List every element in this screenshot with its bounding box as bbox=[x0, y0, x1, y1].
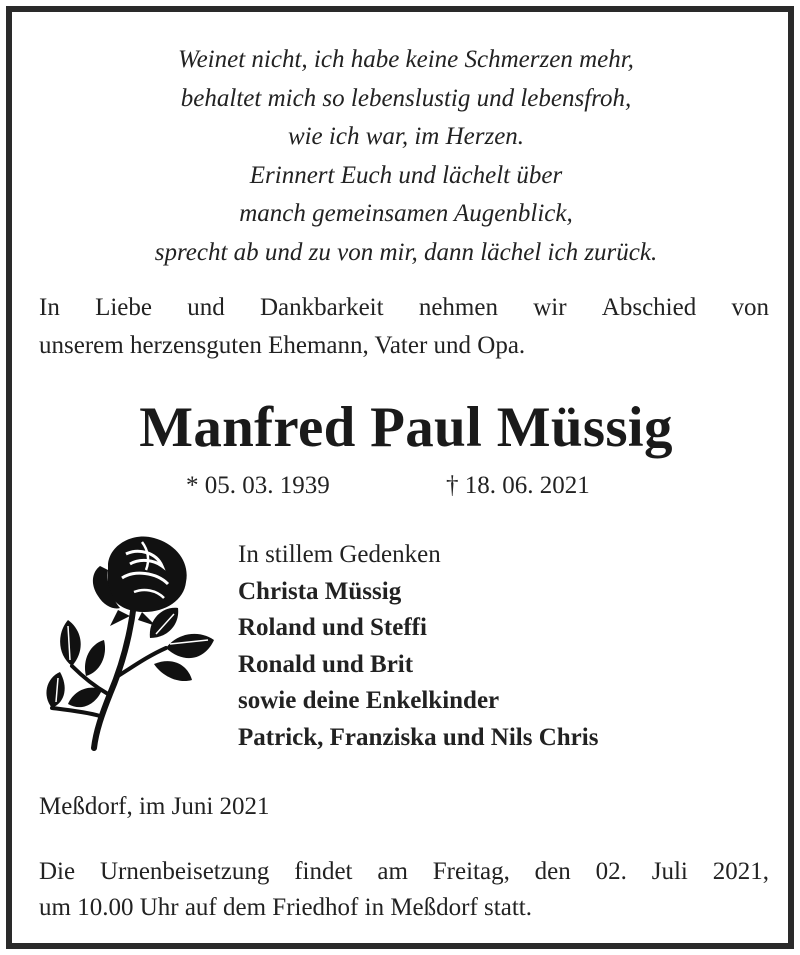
poem-line: wie ich war, im Herzen. bbox=[287, 123, 525, 151]
intro-word: In bbox=[39, 294, 60, 321]
mourners-heading: In stillem Gedenken bbox=[238, 541, 441, 568]
mourner-name: Ronald und Brit bbox=[238, 650, 414, 678]
mourner-name: sowie deine Enkelkinder bbox=[238, 687, 500, 715]
intro-word: nehmen bbox=[418, 294, 498, 321]
mourner-name: Christa Müssig bbox=[238, 577, 402, 605]
burial-word: findet bbox=[294, 858, 353, 885]
mourner-name: Patrick, Franziska und Nils Chris bbox=[238, 723, 599, 751]
poem-line: manch gemeinsamen Augenblick, bbox=[239, 200, 573, 228]
obituary-frame bbox=[6, 6, 794, 949]
deceased-name: Manfred Paul Müssig bbox=[139, 396, 673, 459]
mourner-name: Roland und Steffi bbox=[238, 614, 427, 642]
burial-line bbox=[39, 854, 769, 890]
intro-word: Abschied bbox=[601, 294, 697, 321]
burial-word: den bbox=[534, 858, 571, 885]
intro-word: von bbox=[731, 294, 769, 321]
intro-word: wir bbox=[533, 294, 567, 321]
poem-line: behaltet mich so lebenslustig und lebensfroh, bbox=[180, 84, 632, 112]
burial-line: um 10.00 Uhr auf dem Friedhof in Meßdorf statt. bbox=[39, 894, 532, 921]
rose-icon bbox=[38, 526, 220, 756]
poem-line: sprecht ab und zu von mir, dann lächel ich zurück. bbox=[154, 238, 658, 266]
place-date: Meßdorf, im Juni 2021 bbox=[39, 793, 270, 820]
intro-text bbox=[39, 289, 769, 365]
poem-line: Erinnert Euch und lächelt über bbox=[249, 161, 563, 189]
burial-word: Die bbox=[39, 858, 76, 885]
burial-notice bbox=[39, 854, 769, 926]
burial-word: am bbox=[377, 858, 408, 885]
poem bbox=[12, 41, 800, 273]
burial-word: Juli bbox=[651, 858, 688, 885]
poem-line: Weinet nicht, ich habe keine Schmerzen mehr, bbox=[178, 46, 634, 73]
burial-word: 2021, bbox=[712, 858, 769, 885]
mourners-list bbox=[238, 537, 598, 757]
intro-word: Dankbarkeit bbox=[260, 294, 384, 321]
intro-word: Liebe bbox=[95, 294, 152, 321]
intro-line bbox=[39, 289, 769, 327]
burial-word: Urnenbeisetzung bbox=[99, 858, 270, 885]
burial-word: Freitag, bbox=[432, 858, 510, 885]
intro-line: unserem herzensguten Ehemann, Vater und Opa. bbox=[39, 332, 526, 359]
death-date: † 18. 06. 2021 bbox=[446, 472, 590, 499]
birth-date: * 05. 03. 1939 bbox=[186, 472, 330, 499]
burial-word: 02. bbox=[595, 858, 627, 885]
intro-word: und bbox=[187, 294, 225, 321]
